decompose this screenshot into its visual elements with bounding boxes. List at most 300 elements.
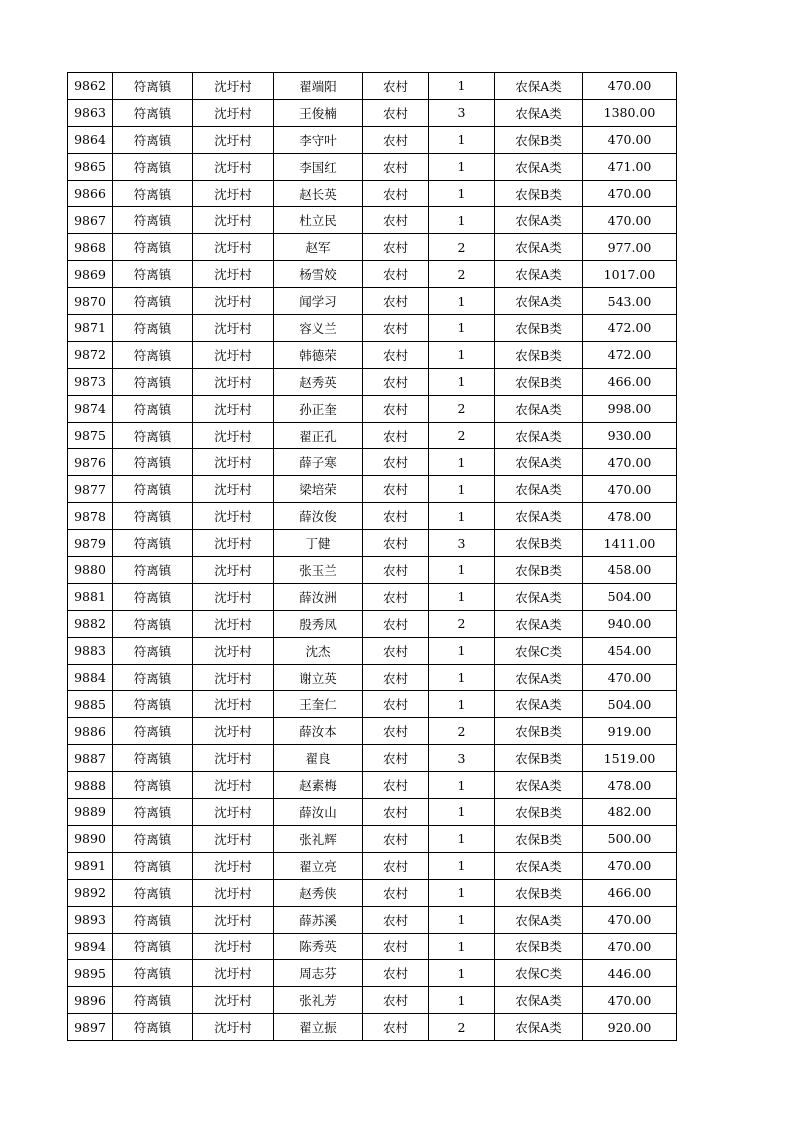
category-cell: 农保B类: [495, 879, 583, 906]
name-cell: 李国红: [274, 153, 363, 180]
amount-cell: 471.00: [583, 153, 677, 180]
name-cell: 谢立英: [274, 664, 363, 691]
village-cell: 沈圩村: [193, 395, 274, 422]
village-cell: 沈圩村: [193, 261, 274, 288]
name-cell: 殷秀凤: [274, 610, 363, 637]
name-cell: 王俊楠: [274, 99, 363, 126]
amount-cell: 930.00: [583, 422, 677, 449]
table-row: [68, 422, 677, 449]
village-cell: 沈圩村: [193, 99, 274, 126]
amount-cell: 470.00: [583, 933, 677, 960]
table-row: [68, 234, 677, 261]
residence-type-cell: 农村: [363, 960, 429, 987]
residence-type-cell: 农村: [363, 288, 429, 315]
category-cell: 农保B类: [495, 530, 583, 557]
town-cell: 符离镇: [113, 503, 193, 530]
town-cell: 符离镇: [113, 261, 193, 288]
household-count-cell: 1: [429, 288, 495, 315]
town-cell: 符离镇: [113, 395, 193, 422]
residence-type-cell: 农村: [363, 879, 429, 906]
residence-type-cell: 农村: [363, 799, 429, 826]
residence-type-cell: 农村: [363, 637, 429, 664]
amount-cell: 470.00: [583, 449, 677, 476]
town-cell: 符离镇: [113, 476, 193, 503]
household-count-cell: 1: [429, 315, 495, 342]
amount-cell: 998.00: [583, 395, 677, 422]
category-cell: 农保A类: [495, 906, 583, 933]
village-cell: 沈圩村: [193, 933, 274, 960]
record-id-cell: 9871: [68, 315, 113, 342]
name-cell: 孙正奎: [274, 395, 363, 422]
village-cell: 沈圩村: [193, 180, 274, 207]
table-row: [68, 745, 677, 772]
residence-type-cell: 农村: [363, 341, 429, 368]
town-cell: 符离镇: [113, 718, 193, 745]
table-row: [68, 610, 677, 637]
table-row: [68, 368, 677, 395]
record-id-cell: 9873: [68, 368, 113, 395]
village-cell: 沈圩村: [193, 73, 274, 100]
record-id-cell: 9866: [68, 180, 113, 207]
household-count-cell: 1: [429, 825, 495, 852]
record-id-cell: 9874: [68, 395, 113, 422]
table-row: [68, 987, 677, 1014]
town-cell: 符离镇: [113, 207, 193, 234]
record-id-cell: 9888: [68, 772, 113, 799]
village-cell: 沈圩村: [193, 825, 274, 852]
record-id-cell: 9884: [68, 664, 113, 691]
town-cell: 符离镇: [113, 73, 193, 100]
amount-cell: 470.00: [583, 476, 677, 503]
name-cell: 丁健: [274, 530, 363, 557]
name-cell: 薛汝山: [274, 799, 363, 826]
amount-cell: 478.00: [583, 772, 677, 799]
name-cell: 薛子寒: [274, 449, 363, 476]
name-cell: 翟立振: [274, 1014, 363, 1041]
town-cell: 符离镇: [113, 315, 193, 342]
name-cell: 翟正孔: [274, 422, 363, 449]
household-count-cell: 1: [429, 180, 495, 207]
household-count-cell: 1: [429, 73, 495, 100]
residence-type-cell: 农村: [363, 476, 429, 503]
household-count-cell: 2: [429, 234, 495, 261]
name-cell: 梁培荣: [274, 476, 363, 503]
table-row: [68, 261, 677, 288]
residence-type-cell: 农村: [363, 126, 429, 153]
category-cell: 农保A类: [495, 664, 583, 691]
household-count-cell: 1: [429, 207, 495, 234]
record-id-cell: 9890: [68, 825, 113, 852]
village-cell: 沈圩村: [193, 315, 274, 342]
residence-type-cell: 农村: [363, 234, 429, 261]
household-count-cell: 1: [429, 503, 495, 530]
town-cell: 符离镇: [113, 449, 193, 476]
household-count-cell: 2: [429, 422, 495, 449]
record-id-cell: 9872: [68, 341, 113, 368]
record-id-cell: 9878: [68, 503, 113, 530]
household-count-cell: 2: [429, 1014, 495, 1041]
category-cell: 农保A类: [495, 772, 583, 799]
village-cell: 沈圩村: [193, 745, 274, 772]
record-id-cell: 9883: [68, 637, 113, 664]
amount-cell: 482.00: [583, 799, 677, 826]
record-id-cell: 9879: [68, 530, 113, 557]
name-cell: 赵长英: [274, 180, 363, 207]
table-row: [68, 126, 677, 153]
residence-type-cell: 农村: [363, 530, 429, 557]
town-cell: 符离镇: [113, 99, 193, 126]
table-row: [68, 180, 677, 207]
town-cell: 符离镇: [113, 906, 193, 933]
name-cell: 沈杰: [274, 637, 363, 664]
town-cell: 符离镇: [113, 933, 193, 960]
record-id-cell: 9869: [68, 261, 113, 288]
household-count-cell: 1: [429, 449, 495, 476]
name-cell: 薛苏溪: [274, 906, 363, 933]
category-cell: 农保B类: [495, 825, 583, 852]
household-count-cell: 1: [429, 664, 495, 691]
household-count-cell: 2: [429, 395, 495, 422]
name-cell: 赵秀英: [274, 368, 363, 395]
name-cell: 薛汝本: [274, 718, 363, 745]
category-cell: 农保B类: [495, 315, 583, 342]
record-id-cell: 9887: [68, 745, 113, 772]
name-cell: 容义兰: [274, 315, 363, 342]
amount-cell: 1519.00: [583, 745, 677, 772]
name-cell: 张礼辉: [274, 825, 363, 852]
amount-cell: 470.00: [583, 852, 677, 879]
record-id-cell: 9882: [68, 610, 113, 637]
record-id-cell: 9870: [68, 288, 113, 315]
record-id-cell: 9895: [68, 960, 113, 987]
town-cell: 符离镇: [113, 288, 193, 315]
household-count-cell: 1: [429, 637, 495, 664]
name-cell: 陈秀英: [274, 933, 363, 960]
amount-cell: 500.00: [583, 825, 677, 852]
village-cell: 沈圩村: [193, 530, 274, 557]
category-cell: 农保B类: [495, 126, 583, 153]
household-count-cell: 1: [429, 368, 495, 395]
residence-type-cell: 农村: [363, 73, 429, 100]
residence-type-cell: 农村: [363, 664, 429, 691]
village-cell: 沈圩村: [193, 234, 274, 261]
table-row: [68, 476, 677, 503]
amount-cell: 454.00: [583, 637, 677, 664]
village-cell: 沈圩村: [193, 906, 274, 933]
name-cell: 周志芬: [274, 960, 363, 987]
residence-type-cell: 农村: [363, 1014, 429, 1041]
category-cell: 农保A类: [495, 987, 583, 1014]
town-cell: 符离镇: [113, 557, 193, 584]
category-cell: 农保A类: [495, 1014, 583, 1041]
household-count-cell: 1: [429, 153, 495, 180]
category-cell: 农保C类: [495, 960, 583, 987]
table-row: [68, 153, 677, 180]
table-row: [68, 557, 677, 584]
category-cell: 农保A类: [495, 422, 583, 449]
category-cell: 农保B类: [495, 799, 583, 826]
record-id-cell: 9885: [68, 691, 113, 718]
town-cell: 符离镇: [113, 583, 193, 610]
household-count-cell: 1: [429, 476, 495, 503]
household-count-cell: 1: [429, 852, 495, 879]
town-cell: 符离镇: [113, 422, 193, 449]
table-row: [68, 772, 677, 799]
household-count-cell: 2: [429, 261, 495, 288]
residence-type-cell: 农村: [363, 422, 429, 449]
record-id-cell: 9881: [68, 583, 113, 610]
village-cell: 沈圩村: [193, 772, 274, 799]
amount-cell: 466.00: [583, 879, 677, 906]
residence-type-cell: 农村: [363, 583, 429, 610]
table-row: [68, 799, 677, 826]
village-cell: 沈圩村: [193, 1014, 274, 1041]
household-count-cell: 1: [429, 987, 495, 1014]
amount-cell: 470.00: [583, 906, 677, 933]
residence-type-cell: 农村: [363, 933, 429, 960]
name-cell: 翟立亮: [274, 852, 363, 879]
town-cell: 符离镇: [113, 234, 193, 261]
table-row: [68, 825, 677, 852]
table-row: [68, 852, 677, 879]
record-id-cell: 9864: [68, 126, 113, 153]
category-cell: 农保A类: [495, 73, 583, 100]
category-cell: 农保A类: [495, 153, 583, 180]
category-cell: 农保A类: [495, 503, 583, 530]
residence-type-cell: 农村: [363, 261, 429, 288]
name-cell: 杨雪姣: [274, 261, 363, 288]
name-cell: 赵秀侠: [274, 879, 363, 906]
amount-cell: 466.00: [583, 368, 677, 395]
household-count-cell: 1: [429, 933, 495, 960]
table-row: [68, 960, 677, 987]
household-count-cell: 2: [429, 610, 495, 637]
household-count-cell: 1: [429, 691, 495, 718]
household-count-cell: 1: [429, 772, 495, 799]
roster-table: [67, 72, 677, 1041]
town-cell: 符离镇: [113, 772, 193, 799]
table-row: [68, 933, 677, 960]
residence-type-cell: 农村: [363, 153, 429, 180]
town-cell: 符离镇: [113, 180, 193, 207]
amount-cell: 478.00: [583, 503, 677, 530]
household-count-cell: 1: [429, 126, 495, 153]
amount-cell: 977.00: [583, 234, 677, 261]
name-cell: 赵素梅: [274, 772, 363, 799]
village-cell: 沈圩村: [193, 987, 274, 1014]
residence-type-cell: 农村: [363, 449, 429, 476]
amount-cell: 920.00: [583, 1014, 677, 1041]
table-row: [68, 395, 677, 422]
record-id-cell: 9863: [68, 99, 113, 126]
village-cell: 沈圩村: [193, 341, 274, 368]
town-cell: 符离镇: [113, 530, 193, 557]
record-id-cell: 9891: [68, 852, 113, 879]
town-cell: 符离镇: [113, 153, 193, 180]
name-cell: 薛汝俊: [274, 503, 363, 530]
category-cell: 农保B类: [495, 557, 583, 584]
town-cell: 符离镇: [113, 368, 193, 395]
category-cell: 农保A类: [495, 261, 583, 288]
name-cell: 翟良: [274, 745, 363, 772]
table-row: [68, 906, 677, 933]
residence-type-cell: 农村: [363, 503, 429, 530]
residence-type-cell: 农村: [363, 368, 429, 395]
village-cell: 沈圩村: [193, 207, 274, 234]
name-cell: 王奎仁: [274, 691, 363, 718]
amount-cell: 470.00: [583, 126, 677, 153]
town-cell: 符离镇: [113, 987, 193, 1014]
record-id-cell: 9894: [68, 933, 113, 960]
village-cell: 沈圩村: [193, 583, 274, 610]
name-cell: 韩德荣: [274, 341, 363, 368]
category-cell: 农保A类: [495, 99, 583, 126]
amount-cell: 470.00: [583, 987, 677, 1014]
table-row: [68, 503, 677, 530]
household-count-cell: 3: [429, 99, 495, 126]
record-id-cell: 9867: [68, 207, 113, 234]
residence-type-cell: 农村: [363, 987, 429, 1014]
village-cell: 沈圩村: [193, 126, 274, 153]
village-cell: 沈圩村: [193, 557, 274, 584]
amount-cell: 919.00: [583, 718, 677, 745]
amount-cell: 1411.00: [583, 530, 677, 557]
record-id-cell: 9877: [68, 476, 113, 503]
table-row: [68, 341, 677, 368]
table-body: [68, 73, 677, 1041]
amount-cell: 1017.00: [583, 261, 677, 288]
category-cell: 农保B类: [495, 341, 583, 368]
village-cell: 沈圩村: [193, 449, 274, 476]
category-cell: 农保A类: [495, 234, 583, 261]
village-cell: 沈圩村: [193, 637, 274, 664]
residence-type-cell: 农村: [363, 315, 429, 342]
name-cell: 赵军: [274, 234, 363, 261]
residence-type-cell: 农村: [363, 395, 429, 422]
household-count-cell: 2: [429, 718, 495, 745]
amount-cell: 504.00: [583, 691, 677, 718]
village-cell: 沈圩村: [193, 960, 274, 987]
category-cell: 农保B类: [495, 745, 583, 772]
category-cell: 农保A类: [495, 207, 583, 234]
record-id-cell: 9889: [68, 799, 113, 826]
amount-cell: 472.00: [583, 341, 677, 368]
town-cell: 符离镇: [113, 610, 193, 637]
residence-type-cell: 农村: [363, 745, 429, 772]
village-cell: 沈圩村: [193, 476, 274, 503]
record-id-cell: 9876: [68, 449, 113, 476]
category-cell: 农保B类: [495, 180, 583, 207]
category-cell: 农保B类: [495, 718, 583, 745]
village-cell: 沈圩村: [193, 610, 274, 637]
town-cell: 符离镇: [113, 960, 193, 987]
household-count-cell: 3: [429, 745, 495, 772]
amount-cell: 470.00: [583, 180, 677, 207]
amount-cell: 543.00: [583, 288, 677, 315]
category-cell: 农保C类: [495, 637, 583, 664]
town-cell: 符离镇: [113, 637, 193, 664]
amount-cell: 504.00: [583, 583, 677, 610]
village-cell: 沈圩村: [193, 503, 274, 530]
table-row: [68, 449, 677, 476]
village-cell: 沈圩村: [193, 288, 274, 315]
residence-type-cell: 农村: [363, 852, 429, 879]
residence-type-cell: 农村: [363, 557, 429, 584]
household-count-cell: 1: [429, 583, 495, 610]
table-row: [68, 664, 677, 691]
amount-cell: 470.00: [583, 664, 677, 691]
town-cell: 符离镇: [113, 664, 193, 691]
table-row: [68, 583, 677, 610]
amount-cell: 940.00: [583, 610, 677, 637]
record-id-cell: 9897: [68, 1014, 113, 1041]
table-row: [68, 1014, 677, 1041]
record-id-cell: 9868: [68, 234, 113, 261]
table-row: [68, 207, 677, 234]
amount-cell: 446.00: [583, 960, 677, 987]
village-cell: 沈圩村: [193, 852, 274, 879]
household-count-cell: 1: [429, 906, 495, 933]
name-cell: 张玉兰: [274, 557, 363, 584]
household-count-cell: 1: [429, 341, 495, 368]
amount-cell: 470.00: [583, 207, 677, 234]
record-id-cell: 9892: [68, 879, 113, 906]
name-cell: 闻学习: [274, 288, 363, 315]
village-cell: 沈圩村: [193, 368, 274, 395]
household-count-cell: 1: [429, 960, 495, 987]
table-row: [68, 718, 677, 745]
record-id-cell: 9865: [68, 153, 113, 180]
table-row: [68, 637, 677, 664]
record-id-cell: 9880: [68, 557, 113, 584]
name-cell: 李守叶: [274, 126, 363, 153]
town-cell: 符离镇: [113, 126, 193, 153]
village-cell: 沈圩村: [193, 422, 274, 449]
village-cell: 沈圩村: [193, 879, 274, 906]
table-row: [68, 73, 677, 100]
village-cell: 沈圩村: [193, 799, 274, 826]
village-cell: 沈圩村: [193, 718, 274, 745]
residence-type-cell: 农村: [363, 691, 429, 718]
residence-type-cell: 农村: [363, 180, 429, 207]
category-cell: 农保A类: [495, 691, 583, 718]
record-id-cell: 9875: [68, 422, 113, 449]
village-cell: 沈圩村: [193, 153, 274, 180]
town-cell: 符离镇: [113, 825, 193, 852]
record-id-cell: 9886: [68, 718, 113, 745]
table-row: [68, 288, 677, 315]
town-cell: 符离镇: [113, 852, 193, 879]
table-row: [68, 99, 677, 126]
table-row: [68, 691, 677, 718]
amount-cell: 458.00: [583, 557, 677, 584]
amount-cell: 470.00: [583, 73, 677, 100]
household-count-cell: 1: [429, 799, 495, 826]
category-cell: 农保B类: [495, 368, 583, 395]
town-cell: 符离镇: [113, 1014, 193, 1041]
residence-type-cell: 农村: [363, 718, 429, 745]
category-cell: 农保A类: [495, 476, 583, 503]
village-cell: 沈圩村: [193, 691, 274, 718]
record-id-cell: 9862: [68, 73, 113, 100]
name-cell: 薛汝洲: [274, 583, 363, 610]
category-cell: 农保A类: [495, 395, 583, 422]
category-cell: 农保A类: [495, 288, 583, 315]
table-row: [68, 530, 677, 557]
town-cell: 符离镇: [113, 799, 193, 826]
town-cell: 符离镇: [113, 879, 193, 906]
town-cell: 符离镇: [113, 341, 193, 368]
